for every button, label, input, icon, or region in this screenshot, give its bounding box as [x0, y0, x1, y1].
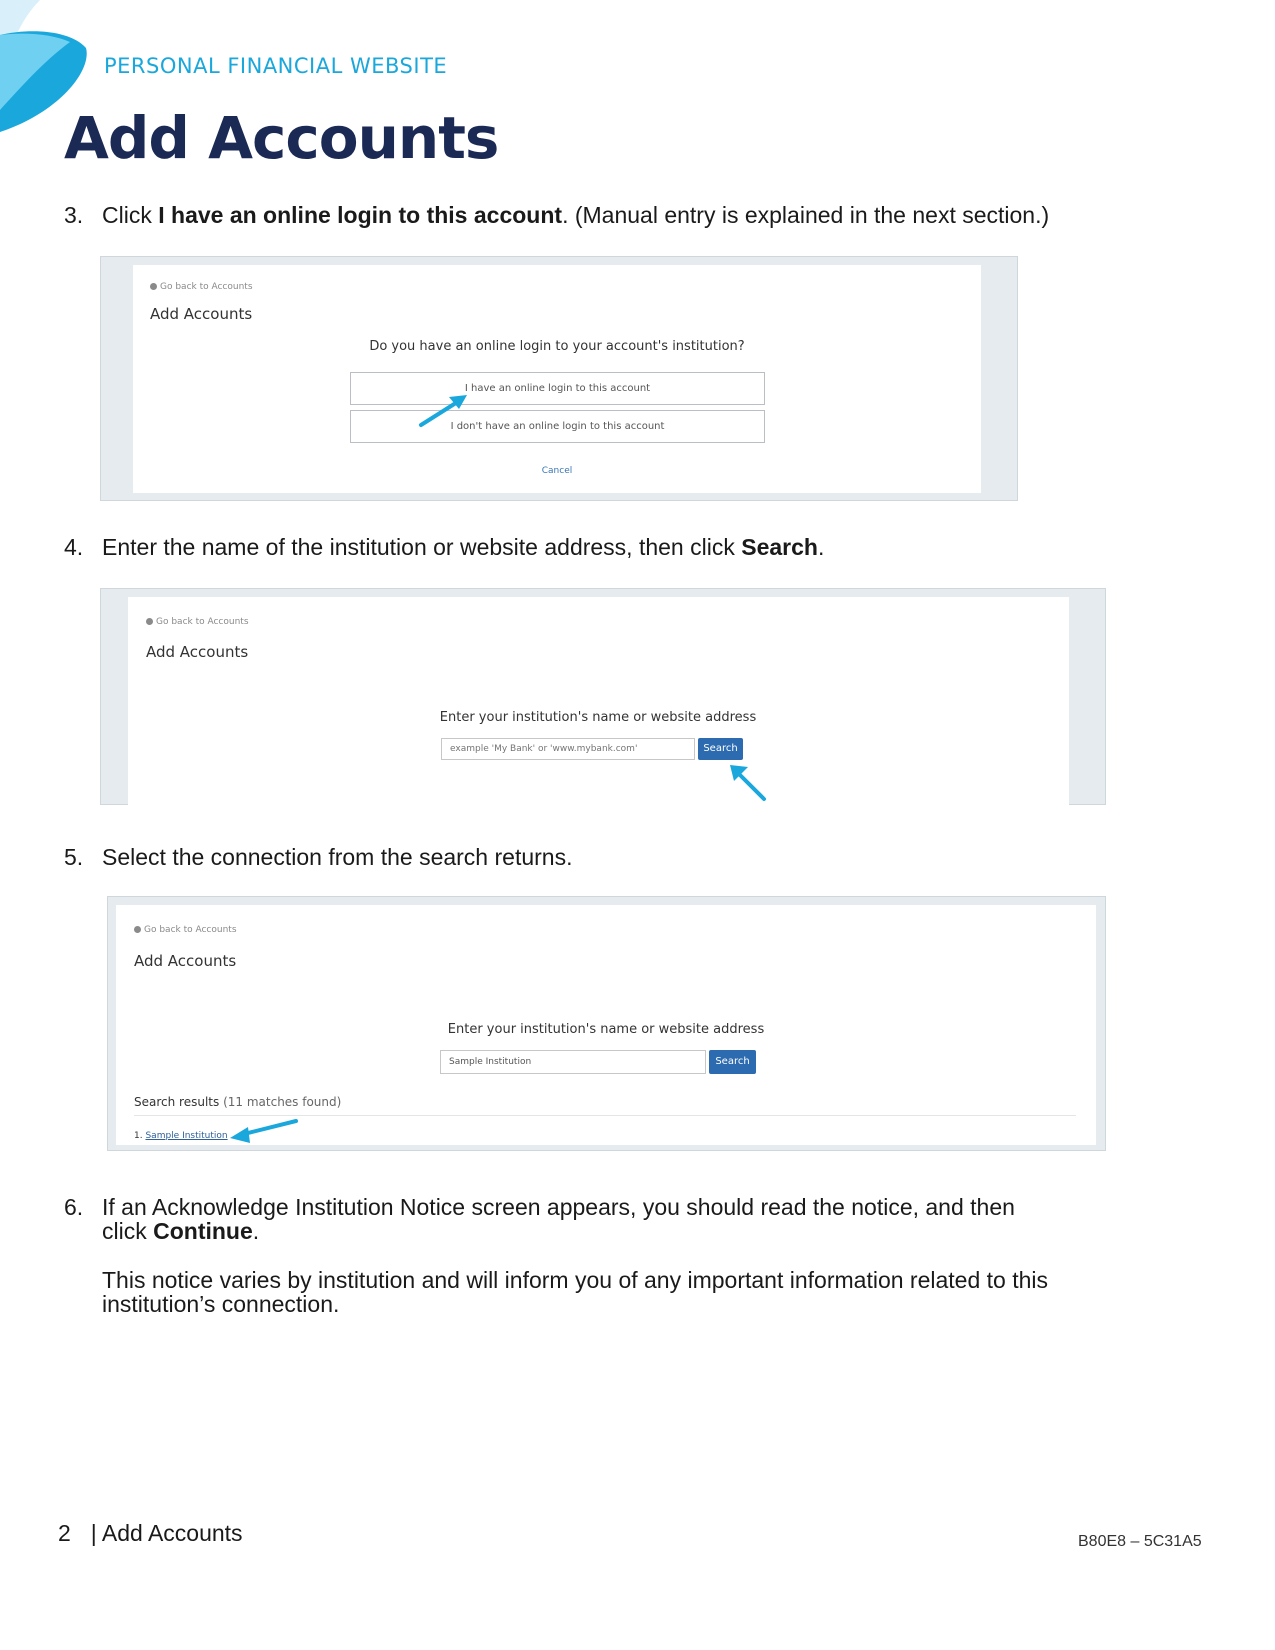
screenshot-panel: [116, 905, 1096, 1145]
step-text: Click I have an online login to this account. (Manual entry is explained in the next section.): [102, 202, 1050, 228]
step-4: [64, 534, 824, 560]
page-number: 2: [58, 1520, 71, 1546]
search-result-link[interactable]: Sample Institution: [145, 1131, 228, 1141]
pointer-arrow-icon: [224, 1115, 304, 1145]
no-online-login-option-button[interactable]: I don't have an online login to this account: [350, 410, 765, 443]
step-number: 6.: [64, 1194, 84, 1220]
step-number: 3.: [64, 202, 84, 228]
search-button[interactable]: Search: [709, 1050, 756, 1074]
search-result-item[interactable]: 1. Sample Institution: [134, 1131, 228, 1141]
search-prompt: Enter your institution's name or website address: [447, 1022, 765, 1037]
footer-section: | Add Accounts: [90, 1520, 243, 1546]
back-arrow-icon: [134, 926, 141, 933]
step-text: If an Acknowledge Institution Notice screen appears, you should read the notice, and then click Continue.: [102, 1194, 1015, 1244]
step-number: 5.: [64, 844, 84, 870]
screenshot-title: Add Accounts: [134, 952, 237, 970]
login-question: Do you have an online login to your account's institution?: [369, 339, 745, 354]
back-arrow-icon: [146, 618, 153, 625]
institution-search-input[interactable]: [441, 738, 695, 760]
page-title: Add Accounts: [64, 104, 499, 172]
page-footer: [58, 1520, 243, 1547]
back-to-accounts-link[interactable]: Go back to Accounts: [134, 925, 237, 935]
screenshot-title: Add Accounts: [146, 643, 249, 661]
step-text: Enter the name of the institution or website address, then click Search.: [102, 534, 825, 560]
cancel-link[interactable]: Cancel: [541, 466, 573, 476]
back-to-accounts-link[interactable]: Go back to Accounts: [150, 282, 253, 292]
step-3: [64, 202, 1049, 228]
pointer-arrow-icon: [724, 759, 774, 809]
pointer-arrow-icon: [415, 391, 475, 431]
search-button[interactable]: Search: [698, 738, 743, 760]
step-5: [64, 844, 572, 870]
back-arrow-icon: [150, 283, 157, 290]
institution-search-input[interactable]: Sample Institution: [440, 1050, 706, 1074]
document-code: B80E8 – 5C31A5: [1078, 1533, 1202, 1550]
search-prompt: Enter your institution's name or website address: [439, 710, 757, 725]
online-login-option-button[interactable]: I have an online login to this account: [350, 372, 765, 405]
step-text: Select the connection from the search returns.: [102, 844, 573, 870]
screenshot-panel: [128, 597, 1069, 805]
institution-notice-note: This notice varies by institution and will inform you of any important information related to this institution’s connection.: [102, 1267, 1048, 1317]
header-label: PERSONAL FINANCIAL WEBSITE: [104, 54, 448, 78]
screenshot-institution-search: [100, 588, 1106, 805]
screenshot-panel: [133, 265, 981, 493]
step-6: [64, 1195, 1044, 1243]
screenshot-login-choice: [100, 256, 1018, 501]
back-to-accounts-link[interactable]: Go back to Accounts: [146, 617, 249, 627]
screenshot-title: Add Accounts: [150, 305, 253, 323]
step-number: 4.: [64, 534, 84, 560]
screenshot-search-results: [107, 896, 1106, 1151]
search-results-label: Search results (11 matches found): [134, 1095, 342, 1109]
